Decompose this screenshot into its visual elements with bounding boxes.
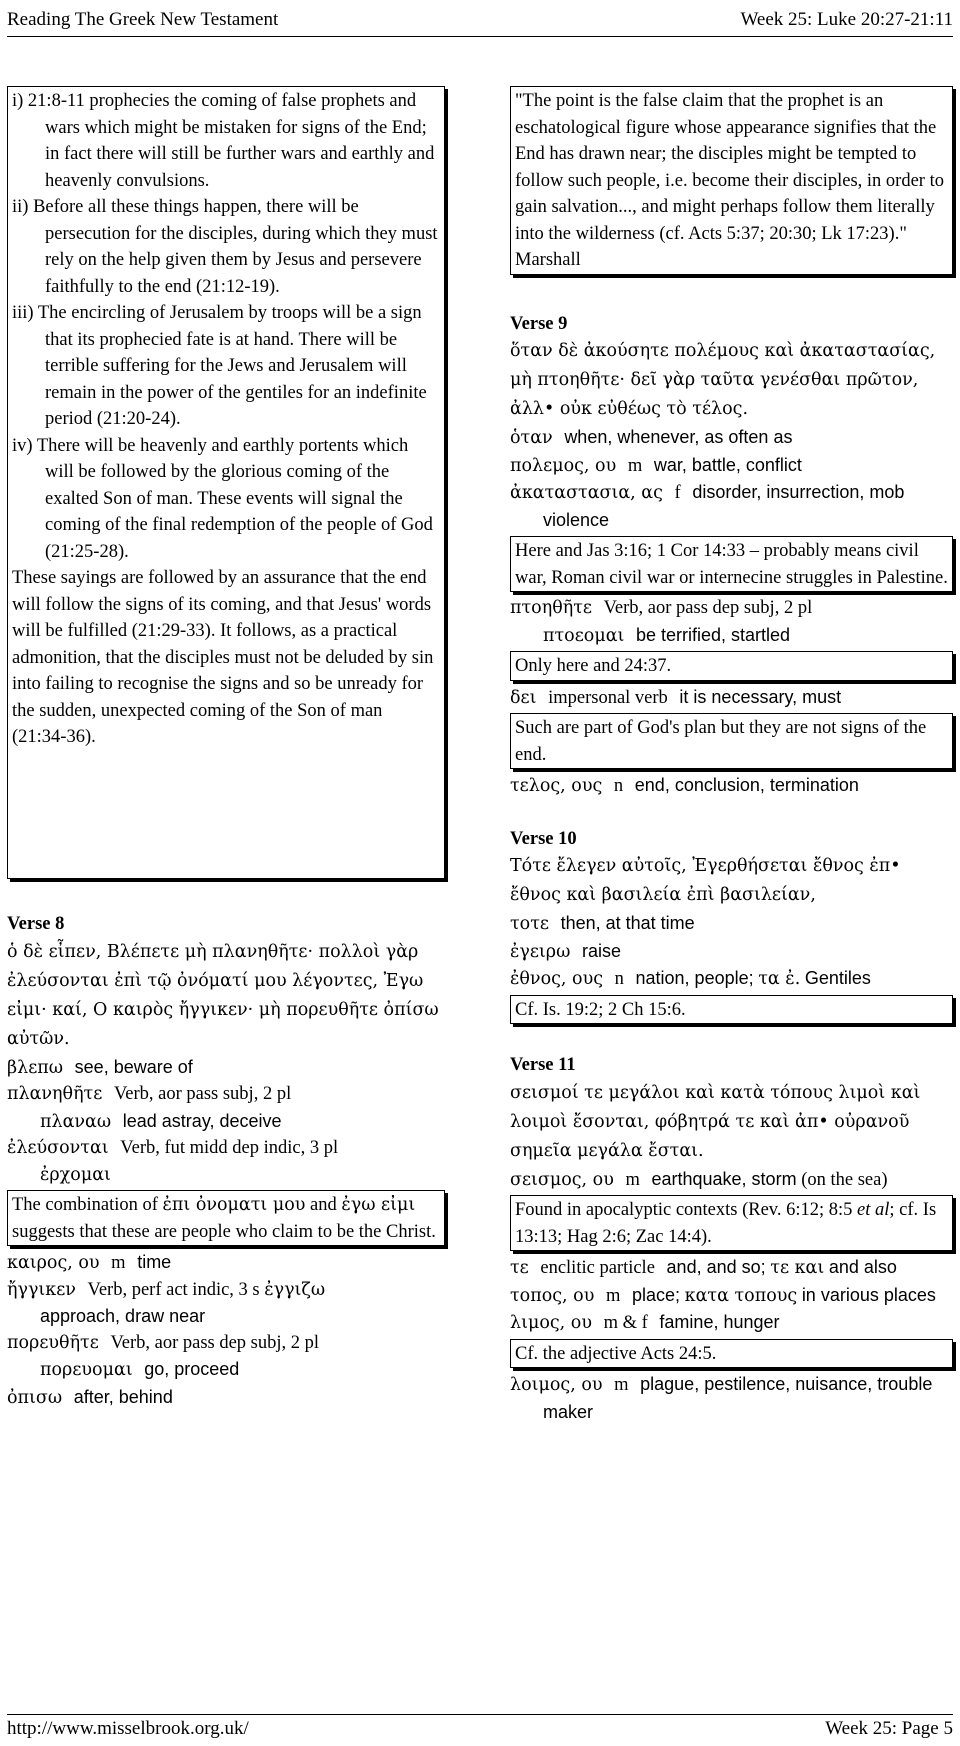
vocab-parsing: Verb, aor pass subj, 2 pl <box>113 1084 292 1104</box>
lemma-definition: lead astray, deceive <box>122 1110 282 1131</box>
vocab-gender: m <box>605 1285 621 1306</box>
vocab-word: ἐθνος, ους <box>510 969 604 989</box>
note-box: Cf. Is. 19:2; 2 Ch 15:6. <box>510 995 953 1025</box>
right-column <box>510 86 953 1426</box>
vocab-gender: m <box>627 455 643 476</box>
vocab-entry <box>510 424 953 452</box>
vocab-entry <box>510 910 953 938</box>
vocab-phrase-definition: and also <box>828 1257 897 1277</box>
vocab-parsing: enclitic particle <box>540 1258 655 1278</box>
vocab-entry <box>510 938 953 966</box>
vocab-definition: it is necessary, must <box>679 686 842 707</box>
vocab-entry <box>510 479 953 534</box>
vocab-phrase: τε και <box>770 1258 825 1278</box>
vocab-entry <box>510 1282 953 1310</box>
vocab-definition: place; <box>632 1284 681 1305</box>
note-text: ; cf. Is 13:13; Hag 2:6; Zac 14:4). <box>515 1200 937 1247</box>
note-box: Cf. the adjective Acts 24:5. <box>510 1339 953 1369</box>
vocab-parsing: Verb, fut midd dep indic, 3 pl <box>120 1138 339 1158</box>
vocab-gender: m <box>625 1169 640 1190</box>
page-footer <box>7 1714 953 1745</box>
vocab-word: καιρος, ου <box>7 1253 100 1273</box>
vocab-word: ὀπισω <box>7 1387 63 1408</box>
verse-10-heading: Verse 10 <box>510 828 577 849</box>
note-box <box>510 1195 953 1251</box>
vocab-word: πλανηθῆτε <box>7 1084 103 1104</box>
vocab-word: δει <box>510 687 537 708</box>
vocab-definition: earthquake, storm <box>651 1168 797 1189</box>
vocab-entry <box>7 1249 445 1277</box>
summary-paragraph: These sayings are followed by an assurance that the end will follow the signs of its coming, and that Jesus' words will be fulfilled (21:29-33). It follows, as a practical admonition, that the disciples must not be deluded by sin into failing to recognise the signs and so be unready for the sudden, unexpected coming of the Son of man (21:34-36). <box>12 568 434 747</box>
vocab-lemma <box>7 1108 445 1136</box>
verse-8-heading: Verse 8 <box>7 914 65 934</box>
vocab-entry <box>510 1309 953 1337</box>
note-box <box>7 1190 445 1246</box>
vocab-parsing: Verb, perf act indic, 3 s <box>87 1279 260 1300</box>
note-text: Found in apocalyptic contexts (Rev. 6:12; 8:5 <box>515 1200 858 1220</box>
vocab-word: πολεμος, ου <box>510 455 617 476</box>
footer-url-link[interactable]: http://www.misselbrook.org.uk/ <box>7 1718 249 1739</box>
lemma-definition: go, proceed <box>144 1359 240 1379</box>
vocab-word: πτοηθῆτε <box>510 598 592 618</box>
vocab-entry <box>510 1166 953 1194</box>
vocab-entry <box>510 1371 953 1426</box>
vocab-definition: nation, people; <box>635 968 754 988</box>
verse-8-greek: ὁ δὲ εἶπεν, Βλέπετε μὴ πλανηθῆτε· πολλοὶ γὰρ ἐλεύσονται ἐπὶ τῷ ὀνόματί μου λέγοντες, Ἐγω εἰμι· καί, Ο καιρὸς ἤγγικεν· μὴ πορευθῆτε ὀπίσω αὐτῶν. <box>7 941 439 1049</box>
note-greek: ἐπι ὀνοματι μου <box>162 1195 306 1215</box>
vocab-definition: war, battle, conflict <box>653 454 802 475</box>
vocab-parsing: impersonal verb <box>548 687 668 708</box>
lemma-definition: approach, draw near <box>40 1306 206 1326</box>
vocab-gender: m <box>111 1253 126 1273</box>
verse-9-heading: Verse 9 <box>510 313 568 334</box>
note-italic: et al <box>857 1200 890 1220</box>
summary-point-iii: iii) The encircling of Jerusalem by troops will be a sign that its prophecied fate is at hand. There will be terrible suffering for the Jews and Jerusalem will remain in the power of the gentiles for an indefinite period (21:20-24). <box>12 303 427 429</box>
vocab-word: σεισμος, ου <box>510 1169 614 1190</box>
vocab-word: λοιμος, ου <box>510 1375 603 1395</box>
vocab-definition: see, beware of <box>74 1056 193 1077</box>
vocab-word: λιμος, ου <box>510 1313 592 1333</box>
vocab-entry <box>7 1384 445 1412</box>
vocab-lemma <box>7 1356 445 1384</box>
verse-11-section <box>510 1052 953 1426</box>
vocab-definition: and, and so; <box>666 1257 766 1277</box>
vocab-definition: after, behind <box>73 1386 173 1407</box>
vocab-phrase-definition: Gentiles <box>804 968 871 988</box>
vocab-definition: famine, hunger <box>659 1312 780 1332</box>
vocab-definition: time <box>137 1252 172 1272</box>
left-column <box>7 86 445 1411</box>
vocab-word: ὁταν <box>510 428 553 448</box>
verse-10-section <box>510 826 953 1025</box>
lemma-word: ἐγγιζω <box>264 1279 326 1300</box>
summary-point-i: i) 21:8-11 prophecies the coming of false prophets and wars which might be mistaken for signs of the End; in fact there will still be further wars and earthly and heavenly convulsions. <box>12 91 435 191</box>
verse-10-greek: Τότε ἔλεγεν αὐτοῖς, Ἐγερθήσεται ἔθνος ἐπ• ἔθνος καὶ βασιλεία ἐπὶ βασιλείαν, <box>510 856 901 905</box>
vocab-word: ἤγγικεν <box>7 1279 76 1300</box>
header-week: Week 25: Luke 20:27-21:11 <box>740 9 953 30</box>
vocab-entry <box>510 452 953 480</box>
vocab-word: πορευθῆτε <box>7 1332 99 1353</box>
vocab-gender: n <box>613 776 624 796</box>
note-box: Here and Jas 3:16; 1 Cor 14:33 – probably means civil war, Roman civil war or internecine struggles in Palestine. <box>510 536 953 592</box>
vocab-word: τελος, ους <box>510 776 603 796</box>
verse-9-section <box>510 311 953 800</box>
vocab-entry <box>7 1135 445 1162</box>
vocab-word: βλεπω <box>7 1057 64 1078</box>
note-greek: ἐγω εἰμι <box>341 1195 416 1215</box>
note-text: and <box>305 1195 342 1215</box>
vocab-definition: then, at that time <box>560 913 695 933</box>
vocab-entry <box>7 1277 445 1304</box>
lemma-word: πτοεομαι <box>543 625 625 646</box>
vocab-phrase: τα ἐ. <box>758 969 801 989</box>
vocab-entry <box>510 1254 953 1282</box>
vocab-lemma <box>510 622 953 650</box>
vocab-word: ἐλεύσονται <box>7 1138 109 1158</box>
vocab-word: τοπος, ου <box>510 1285 595 1306</box>
quote-box: "The point is the false claim that the prophet is an eschatological figure whose appearance signifies that the End has drawn near; the disciples might be tempted to follow such people, i.e. become their disciples, in order to gain salvation..., and might perhaps follow them literally into the wilderness (cf. Acts 5:37; 20:30; Lk 17:23)." Marshall <box>510 86 953 275</box>
vocab-entry <box>510 772 953 800</box>
vocab-entry <box>7 1081 445 1108</box>
footer-page-number: Week 25: Page 5 <box>825 1718 953 1739</box>
lemma-word: πορευομαι <box>40 1360 133 1380</box>
vocab-entry <box>7 1330 445 1357</box>
vocab-parsing: Verb, aor pass dep subj, 2 pl <box>110 1332 320 1353</box>
header-title: Reading The Greek New Testament <box>7 9 279 30</box>
vocab-entry <box>7 1054 445 1082</box>
lemma-word: ἐρχομαι <box>40 1164 111 1185</box>
vocab-word: ἀκαταστασια, ας <box>510 483 663 503</box>
lemma-definition: be terrified, startled <box>636 624 791 645</box>
vocab-entry <box>510 595 953 622</box>
vocab-definition: disorder, insurrection, mob violence <box>543 482 905 530</box>
vocab-gender: m <box>614 1375 629 1395</box>
vocab-definition: end, conclusion, termination <box>634 775 859 795</box>
vocab-lemma <box>7 1162 445 1189</box>
summary-box <box>7 86 445 879</box>
vocab-word: τοτε <box>510 914 549 934</box>
verse-8-section <box>7 911 445 1411</box>
note-box: Only here and 24:37. <box>510 651 953 681</box>
note-box: Such are part of God's plan but they are not signs of the end. <box>510 713 953 769</box>
vocab-entry <box>510 684 953 712</box>
vocab-gender: n <box>614 969 624 989</box>
vocab-qualifier: (on the sea) <box>801 1169 888 1190</box>
lemma-word: πλαναω <box>40 1111 112 1132</box>
summary-point-ii: ii) Before all these things happen, there will be persecution for the disciples, during which they must rely on the help given them by Jesus and persevere faithfully to the end (21:12-19). <box>12 197 438 297</box>
vocab-definition: when, whenever, as often as <box>564 427 793 447</box>
vocab-definition: plague, pestilence, nuisance, trouble maker <box>543 1374 933 1422</box>
vocab-word: ἐγειρω <box>510 941 571 962</box>
vocab-phrase: κατα τοπους <box>684 1285 798 1306</box>
verse-11-heading: Verse 11 <box>510 1055 576 1075</box>
note-text: The combination of <box>12 1195 163 1215</box>
vocab-entry <box>510 965 953 993</box>
summary-point-iv: iv) There will be heavenly and earthly portents which will be followed by the glorious coming of the exalted Son of man. These events will signal the coming of the final redemption of the people of God (21:25-28). <box>12 435 433 562</box>
note-text: suggests that these are people who claim to be the Christ. <box>12 1221 436 1242</box>
verse-9-greek: ὅταν δὲ ἀκούσητε πολέμους καὶ ἀκαταστασίας, μὴ πτοηθῆτε· δεῖ γὰρ ταῦτα γενέσθαι πρῶτον, ἀλλ• οὐκ εὐθέως τὸ τέλος. <box>510 341 936 419</box>
vocab-word: τε <box>510 1258 529 1278</box>
verse-11-greek: σεισμοί τε μεγάλοι καὶ κατὰ τόπους λιμοὶ καὶ λοιμοὶ ἔσονται, φόβητρά τε καὶ ἀπ• οὐρανοῦ σημεῖα μεγάλα ἔσται. <box>510 1082 921 1161</box>
vocab-gender: f <box>674 483 681 503</box>
vocab-phrase-definition: in various places <box>801 1284 936 1305</box>
vocab-gender: m & f <box>603 1313 648 1333</box>
page-header <box>7 6 953 37</box>
vocab-parsing: Verb, aor pass dep subj, 2 pl <box>603 598 813 618</box>
vocab-definition: raise <box>581 940 621 961</box>
